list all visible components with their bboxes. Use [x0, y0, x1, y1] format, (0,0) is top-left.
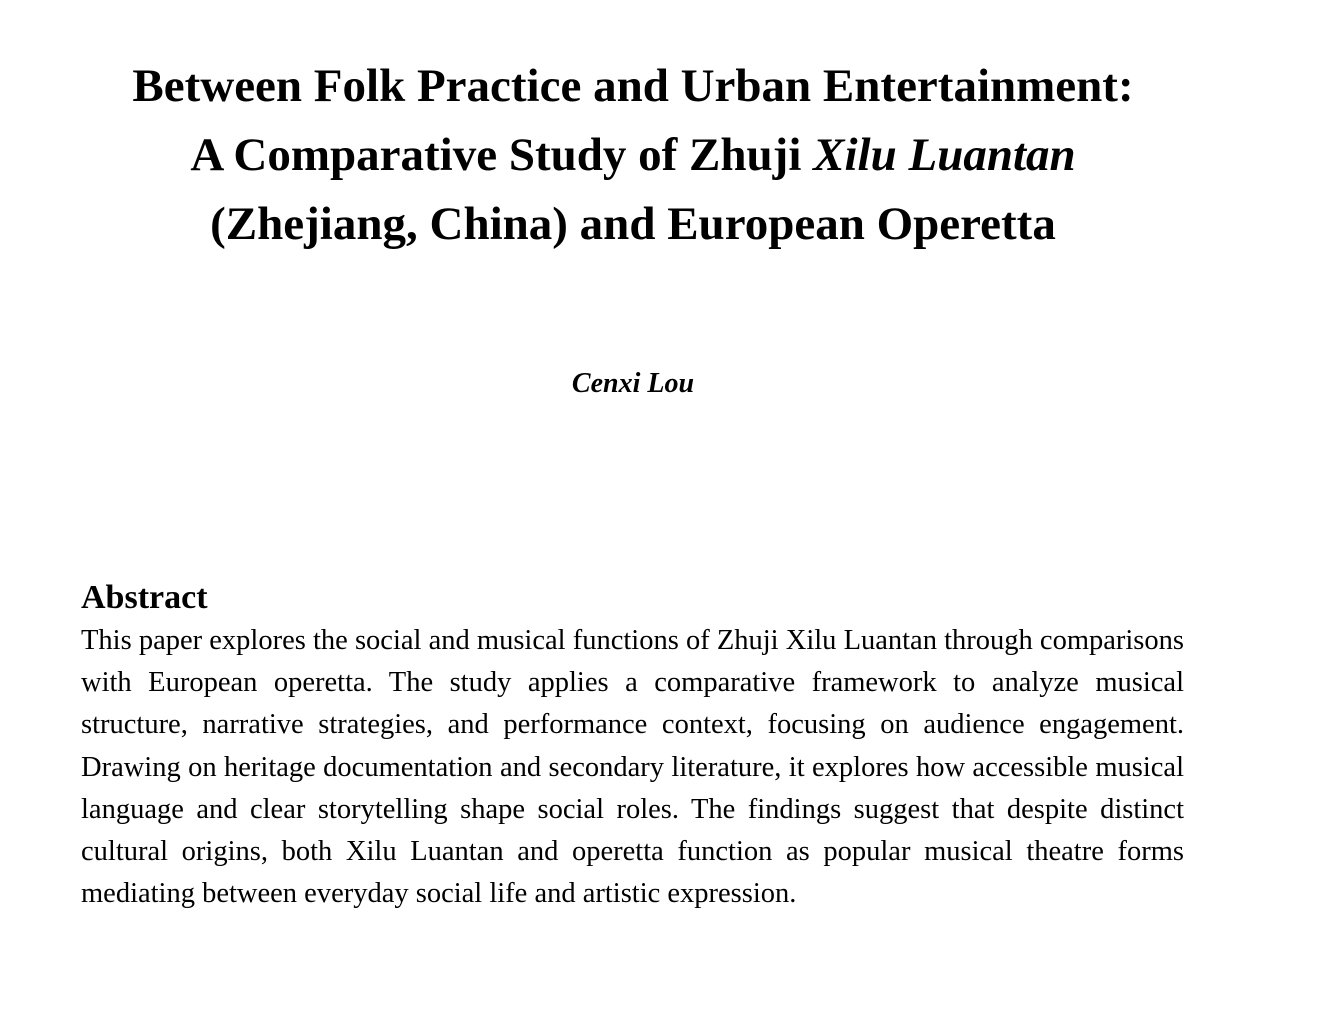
- paper-title: [0, 52, 1266, 259]
- abstract-body: This paper explores the social and musical functions of Zhuji Xilu Luantan through comparisons with European operetta. The study applies a comparative framework to analyze musical structure, narrative strategies, and performance context, focusing on audience engagement. Drawing on heritage documentation and secondary literature, it explores how accessible musical language and clear storytelling shape social roles. The findings suggest that despite distinct cultural origins, both Xilu Luantan and operetta function as popular musical theatre forms mediating between everyday social life and artistic expression.: [81, 625, 1184, 910]
- abstract-section: [81, 576, 1184, 915]
- title-line-3: (Zhejiang, China) and European Operetta: [210, 198, 1056, 250]
- title-line-2-text: A Comparative Study of Zhuji: [190, 129, 814, 181]
- abstract-heading: Abstract: [81, 579, 208, 616]
- title-italic-term: Xilu Luantan: [813, 129, 1076, 181]
- author-name: Cenxi Lou: [571, 368, 695, 399]
- title-line-1: Between Folk Practice and Urban Entertainment:: [132, 60, 1134, 112]
- title-line-2: [0, 121, 1266, 190]
